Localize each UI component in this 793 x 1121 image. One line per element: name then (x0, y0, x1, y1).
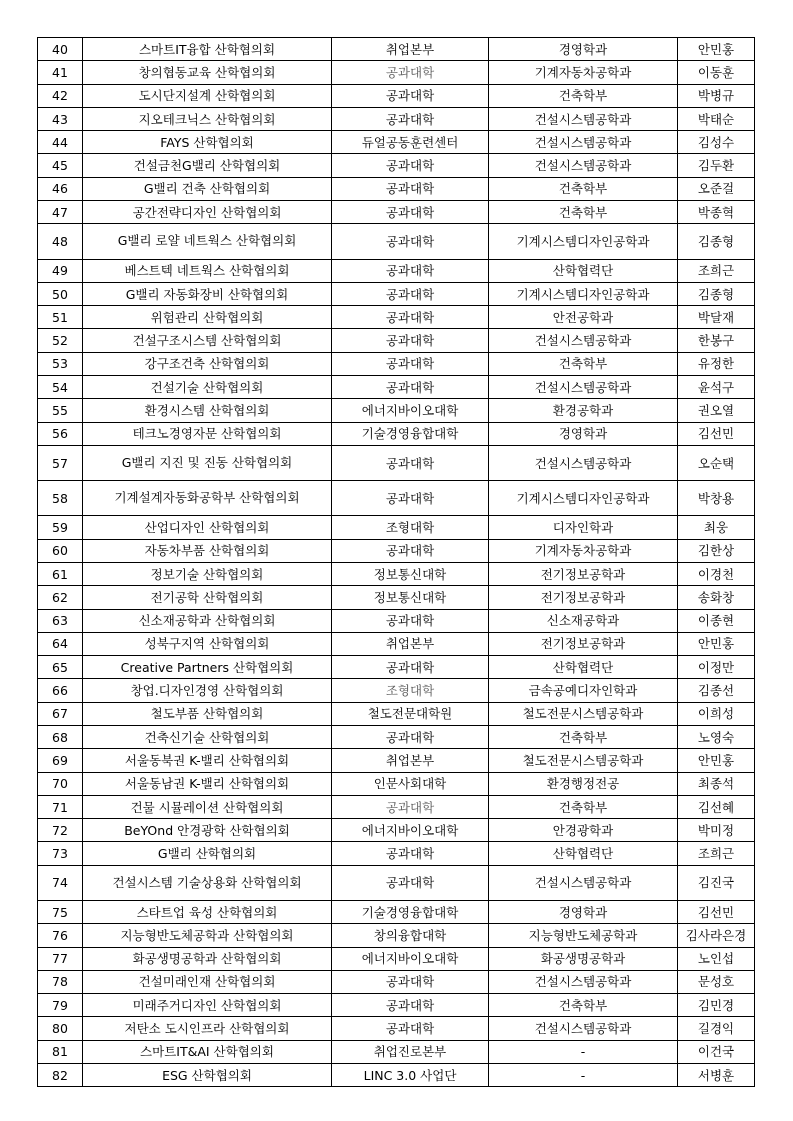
college-cell: 공과대학 (332, 61, 489, 84)
council-name-cell: 베스트텍 네트웍스 산학협의회 (83, 259, 332, 282)
council-name-cell: G밸리 지진 및 진동 산학협의회 (83, 445, 332, 480)
row-number-cell: 54 (38, 376, 83, 399)
college-cell: 공과대학 (332, 842, 489, 865)
college-cell: 공과대학 (332, 107, 489, 130)
professor-name-cell: 한봉구 (678, 329, 755, 352)
college-cell: 공과대학 (332, 154, 489, 177)
council-name-cell: 건설기술 산학협의회 (83, 376, 332, 399)
council-name-cell: 전기공학 산학협의회 (83, 586, 332, 609)
department-cell: 경영학과 (489, 422, 678, 445)
council-name-cell: FAYS 산학협의회 (83, 131, 332, 154)
council-name-cell: 스마트IT&AI 산학협의회 (83, 1040, 332, 1063)
department-cell: 산학협력단 (489, 842, 678, 865)
professor-name-cell: 김선혜 (678, 795, 755, 818)
department-cell: 건설시스템공학과 (489, 445, 678, 480)
row-number-cell: 46 (38, 177, 83, 200)
row-number-cell: 81 (38, 1040, 83, 1063)
table-row (38, 306, 755, 329)
table-row (38, 38, 755, 61)
department-cell: - (489, 1040, 678, 1063)
department-cell: 전기정보공학과 (489, 632, 678, 655)
professor-name-cell: 김성수 (678, 131, 755, 154)
department-cell: 건축학부 (489, 352, 678, 375)
table-row (38, 61, 755, 84)
professor-name-cell: 윤석구 (678, 376, 755, 399)
council-name-cell: 건설미래인재 산학협의회 (83, 970, 332, 993)
department-cell: - (489, 1064, 678, 1087)
row-number-cell: 43 (38, 107, 83, 130)
professor-name-cell: 이동훈 (678, 61, 755, 84)
professor-name-cell: 김사라은경 (678, 924, 755, 947)
professor-name-cell: 유정한 (678, 352, 755, 375)
college-cell: 공과대학 (332, 177, 489, 200)
council-name-cell: 강구조건축 산학협의회 (83, 352, 332, 375)
row-number-cell: 74 (38, 865, 83, 900)
department-cell: 철도전문시스템공학과 (489, 702, 678, 725)
table-row (38, 725, 755, 748)
table-row (38, 352, 755, 375)
row-number-cell: 41 (38, 61, 83, 84)
department-cell: 화공생명공학과 (489, 947, 678, 970)
professor-name-cell: 박달재 (678, 306, 755, 329)
table-row (38, 702, 755, 725)
row-number-cell: 65 (38, 656, 83, 679)
professor-name-cell: 이희성 (678, 702, 755, 725)
council-name-cell: 창업.디자인경영 산학협의회 (83, 679, 332, 702)
table-row (38, 422, 755, 445)
professor-name-cell: 안민홍 (678, 632, 755, 655)
table-row (38, 632, 755, 655)
college-cell: 공과대학 (332, 970, 489, 993)
college-cell: 공과대학 (332, 84, 489, 107)
row-number-cell: 75 (38, 900, 83, 923)
professor-name-cell: 김선민 (678, 422, 755, 445)
college-cell: 정보통신대학 (332, 586, 489, 609)
department-cell: 경영학과 (489, 900, 678, 923)
council-name-cell: 건설시스템 기술상용화 산학협의회 (83, 865, 332, 900)
table-row (38, 924, 755, 947)
row-number-cell: 51 (38, 306, 83, 329)
table-row (38, 900, 755, 923)
department-cell: 기계시스템디자인공학과 (489, 224, 678, 259)
college-cell: 기술경영융합대학 (332, 900, 489, 923)
council-name-cell: 공간전략디자인 산학협의회 (83, 201, 332, 224)
college-cell: 취업본부 (332, 749, 489, 772)
professor-name-cell: 최종석 (678, 772, 755, 795)
department-cell: 지능형반도체공학과 (489, 924, 678, 947)
professor-name-cell: 안민홍 (678, 38, 755, 61)
college-cell: 기술경영융합대학 (332, 422, 489, 445)
council-name-cell: 화공생명공학과 산학협의회 (83, 947, 332, 970)
table-row (38, 107, 755, 130)
table-row (38, 201, 755, 224)
department-cell: 경영학과 (489, 38, 678, 61)
council-name-cell: 건물 시뮬레이션 산학협의회 (83, 795, 332, 818)
department-cell: 산학협력단 (489, 656, 678, 679)
professor-name-cell: 송화창 (678, 586, 755, 609)
department-cell: 디자인학과 (489, 516, 678, 539)
department-cell: 건축학부 (489, 84, 678, 107)
table-row (38, 84, 755, 107)
council-name-cell: 신소재공학과 산학협의회 (83, 609, 332, 632)
council-table (37, 37, 755, 1087)
college-cell: 듀얼공동훈련센터 (332, 131, 489, 154)
college-cell: 취업진로본부 (332, 1040, 489, 1063)
row-number-cell: 68 (38, 725, 83, 748)
department-cell: 금속공예디자인학과 (489, 679, 678, 702)
college-cell: 공과대학 (332, 352, 489, 375)
council-name-cell: 미래주거디자인 산학협의회 (83, 994, 332, 1017)
professor-name-cell: 박창용 (678, 481, 755, 516)
table-row (38, 656, 755, 679)
professor-name-cell: 권오열 (678, 399, 755, 422)
professor-name-cell: 오순택 (678, 445, 755, 480)
council-name-cell: G밸리 산학협의회 (83, 842, 332, 865)
council-name-cell: 서울동남권 K-밸리 산학협의회 (83, 772, 332, 795)
department-cell: 신소재공학과 (489, 609, 678, 632)
row-number-cell: 60 (38, 539, 83, 562)
professor-name-cell: 김진국 (678, 865, 755, 900)
professor-name-cell: 김종형 (678, 282, 755, 305)
professor-name-cell: 조희근 (678, 259, 755, 282)
professor-name-cell: 최웅 (678, 516, 755, 539)
table-row (38, 586, 755, 609)
college-cell: 창의융합대학 (332, 924, 489, 947)
council-name-cell: 건설구조시스템 산학협의회 (83, 329, 332, 352)
professor-name-cell: 김민경 (678, 994, 755, 1017)
professor-name-cell: 문성호 (678, 970, 755, 993)
professor-name-cell: 김두환 (678, 154, 755, 177)
department-cell: 기계시스템디자인공학과 (489, 282, 678, 305)
professor-name-cell: 오준걸 (678, 177, 755, 200)
department-cell: 전기정보공학과 (489, 562, 678, 585)
table-row (38, 376, 755, 399)
table-row (38, 1017, 755, 1040)
table-row (38, 1040, 755, 1063)
college-cell: 공과대학 (332, 539, 489, 562)
council-name-cell: 성북구지역 산학협의회 (83, 632, 332, 655)
council-name-cell: G밸리 자동화장비 산학협의회 (83, 282, 332, 305)
department-cell: 건설시스템공학과 (489, 329, 678, 352)
table-row (38, 795, 755, 818)
department-cell: 산학협력단 (489, 259, 678, 282)
row-number-cell: 63 (38, 609, 83, 632)
row-number-cell: 73 (38, 842, 83, 865)
council-name-cell: 스타트업 육성 산학협의회 (83, 900, 332, 923)
row-number-cell: 58 (38, 481, 83, 516)
college-cell: 공과대학 (332, 725, 489, 748)
college-cell: 공과대학 (332, 376, 489, 399)
college-cell: 취업본부 (332, 38, 489, 61)
table-row (38, 865, 755, 900)
professor-name-cell: 박병규 (678, 84, 755, 107)
row-number-cell: 82 (38, 1064, 83, 1087)
table-row (38, 154, 755, 177)
row-number-cell: 59 (38, 516, 83, 539)
row-number-cell: 69 (38, 749, 83, 772)
row-number-cell: 77 (38, 947, 83, 970)
council-name-cell: 철도부품 산학협의회 (83, 702, 332, 725)
row-number-cell: 57 (38, 445, 83, 480)
council-name-cell: 정보기술 산학협의회 (83, 562, 332, 585)
college-cell: 취업본부 (332, 632, 489, 655)
department-cell: 전기정보공학과 (489, 586, 678, 609)
professor-name-cell: 김한상 (678, 539, 755, 562)
council-table-body (38, 38, 755, 1087)
department-cell: 건축학부 (489, 725, 678, 748)
college-cell: 공과대학 (332, 259, 489, 282)
table-row (38, 679, 755, 702)
council-name-cell: 위험관리 산학협의회 (83, 306, 332, 329)
department-cell: 환경공학과 (489, 399, 678, 422)
professor-name-cell: 이건국 (678, 1040, 755, 1063)
college-cell: 공과대학 (332, 201, 489, 224)
row-number-cell: 48 (38, 224, 83, 259)
college-cell: 조형대학 (332, 679, 489, 702)
council-name-cell: 지능형반도체공학과 산학협의회 (83, 924, 332, 947)
row-number-cell: 44 (38, 131, 83, 154)
college-cell: 공과대학 (332, 1017, 489, 1040)
department-cell: 건축학부 (489, 201, 678, 224)
professor-name-cell: 박미정 (678, 819, 755, 842)
row-number-cell: 80 (38, 1017, 83, 1040)
table-row (38, 1064, 755, 1087)
college-cell: 공과대학 (332, 445, 489, 480)
professor-name-cell: 길경익 (678, 1017, 755, 1040)
row-number-cell: 64 (38, 632, 83, 655)
table-row (38, 329, 755, 352)
row-number-cell: 52 (38, 329, 83, 352)
row-number-cell: 76 (38, 924, 83, 947)
professor-name-cell: 박태순 (678, 107, 755, 130)
table-row (38, 481, 755, 516)
council-name-cell: 건설금천G밸리 산학협의회 (83, 154, 332, 177)
college-cell: 인문사회대학 (332, 772, 489, 795)
college-cell: 공과대학 (332, 994, 489, 1017)
council-name-cell: 테크노경영자문 산학협의회 (83, 422, 332, 445)
department-cell: 건설시스템공학과 (489, 131, 678, 154)
professor-name-cell: 이정만 (678, 656, 755, 679)
college-cell: 공과대학 (332, 865, 489, 900)
department-cell: 기계시스템디자인공학과 (489, 481, 678, 516)
department-cell: 건축학부 (489, 177, 678, 200)
college-cell: 공과대학 (332, 329, 489, 352)
row-number-cell: 40 (38, 38, 83, 61)
department-cell: 건설시스템공학과 (489, 1017, 678, 1040)
college-cell: 공과대학 (332, 306, 489, 329)
professor-name-cell: 김선민 (678, 900, 755, 923)
professor-name-cell: 노영숙 (678, 725, 755, 748)
college-cell: 조형대학 (332, 516, 489, 539)
row-number-cell: 45 (38, 154, 83, 177)
row-number-cell: 53 (38, 352, 83, 375)
council-name-cell: 스마트IT융합 산학협의회 (83, 38, 332, 61)
row-number-cell: 55 (38, 399, 83, 422)
department-cell: 건설시스템공학과 (489, 376, 678, 399)
row-number-cell: 47 (38, 201, 83, 224)
table-row (38, 259, 755, 282)
department-cell: 철도전문시스템공학과 (489, 749, 678, 772)
professor-name-cell: 김종형 (678, 224, 755, 259)
council-name-cell: 자동차부품 산학협의회 (83, 539, 332, 562)
department-cell: 건설시스템공학과 (489, 970, 678, 993)
row-number-cell: 67 (38, 702, 83, 725)
college-cell: 공과대학 (332, 282, 489, 305)
professor-name-cell: 조희근 (678, 842, 755, 865)
table-row (38, 819, 755, 842)
department-cell: 건축학부 (489, 795, 678, 818)
table-row (38, 994, 755, 1017)
professor-name-cell: 박종혁 (678, 201, 755, 224)
council-name-cell: 지오테크닉스 산학협의회 (83, 107, 332, 130)
table-row (38, 772, 755, 795)
council-name-cell: 창의협동교육 산학협의회 (83, 61, 332, 84)
college-cell: 공과대학 (332, 224, 489, 259)
professor-name-cell: 서병훈 (678, 1064, 755, 1087)
table-row (38, 947, 755, 970)
council-name-cell: ESG 산학협의회 (83, 1064, 332, 1087)
row-number-cell: 56 (38, 422, 83, 445)
table-row (38, 131, 755, 154)
row-number-cell: 78 (38, 970, 83, 993)
council-name-cell: BeYOnd 안경광학 산학협의회 (83, 819, 332, 842)
table-row (38, 970, 755, 993)
council-name-cell: 건축신기술 산학협의회 (83, 725, 332, 748)
row-number-cell: 61 (38, 562, 83, 585)
college-cell: 공과대학 (332, 481, 489, 516)
college-cell: 에너지바이오대학 (332, 947, 489, 970)
row-number-cell: 71 (38, 795, 83, 818)
department-cell: 건설시스템공학과 (489, 154, 678, 177)
department-cell: 환경행정전공 (489, 772, 678, 795)
professor-name-cell: 김종선 (678, 679, 755, 702)
council-name-cell: 환경시스템 산학협의회 (83, 399, 332, 422)
professor-name-cell: 노인섭 (678, 947, 755, 970)
row-number-cell: 42 (38, 84, 83, 107)
table-row (38, 609, 755, 632)
department-cell: 안경광학과 (489, 819, 678, 842)
table-row (38, 539, 755, 562)
table-row (38, 224, 755, 259)
row-number-cell: 70 (38, 772, 83, 795)
table-row (38, 562, 755, 585)
college-cell: 에너지바이오대학 (332, 399, 489, 422)
department-cell: 기계자동차공학과 (489, 539, 678, 562)
council-name-cell: 기계설계자동화공학부 산학협의회 (83, 481, 332, 516)
table-row (38, 749, 755, 772)
college-cell: 공과대학 (332, 656, 489, 679)
table-row (38, 282, 755, 305)
college-cell: 정보통신대학 (332, 562, 489, 585)
table-row (38, 399, 755, 422)
professor-name-cell: 이경천 (678, 562, 755, 585)
council-name-cell: G밸리 건축 산학협의회 (83, 177, 332, 200)
department-cell: 건축학부 (489, 994, 678, 1017)
row-number-cell: 50 (38, 282, 83, 305)
table-row (38, 516, 755, 539)
department-cell: 기계자동차공학과 (489, 61, 678, 84)
council-name-cell: 산업디자인 산학협의회 (83, 516, 332, 539)
council-name-cell: 서울동북권 K-밸리 산학협의회 (83, 749, 332, 772)
table-row (38, 842, 755, 865)
council-name-cell: Creative Partners 산학협의회 (83, 656, 332, 679)
council-name-cell: G밸리 로얄 네트웍스 산학협의회 (83, 224, 332, 259)
college-cell: 철도전문대학원 (332, 702, 489, 725)
council-name-cell: 도시단지설계 산학협의회 (83, 84, 332, 107)
row-number-cell: 62 (38, 586, 83, 609)
college-cell: 공과대학 (332, 609, 489, 632)
council-name-cell: 저탄소 도시인프라 산학협의회 (83, 1017, 332, 1040)
department-cell: 안전공학과 (489, 306, 678, 329)
table-row (38, 177, 755, 200)
row-number-cell: 72 (38, 819, 83, 842)
department-cell: 건설시스템공학과 (489, 865, 678, 900)
professor-name-cell: 이종현 (678, 609, 755, 632)
college-cell: LINC 3.0 사업단 (332, 1064, 489, 1087)
department-cell: 건설시스템공학과 (489, 107, 678, 130)
professor-name-cell: 안민홍 (678, 749, 755, 772)
row-number-cell: 49 (38, 259, 83, 282)
row-number-cell: 79 (38, 994, 83, 1017)
college-cell: 에너지바이오대학 (332, 819, 489, 842)
college-cell: 공과대학 (332, 795, 489, 818)
row-number-cell: 66 (38, 679, 83, 702)
table-row (38, 445, 755, 480)
